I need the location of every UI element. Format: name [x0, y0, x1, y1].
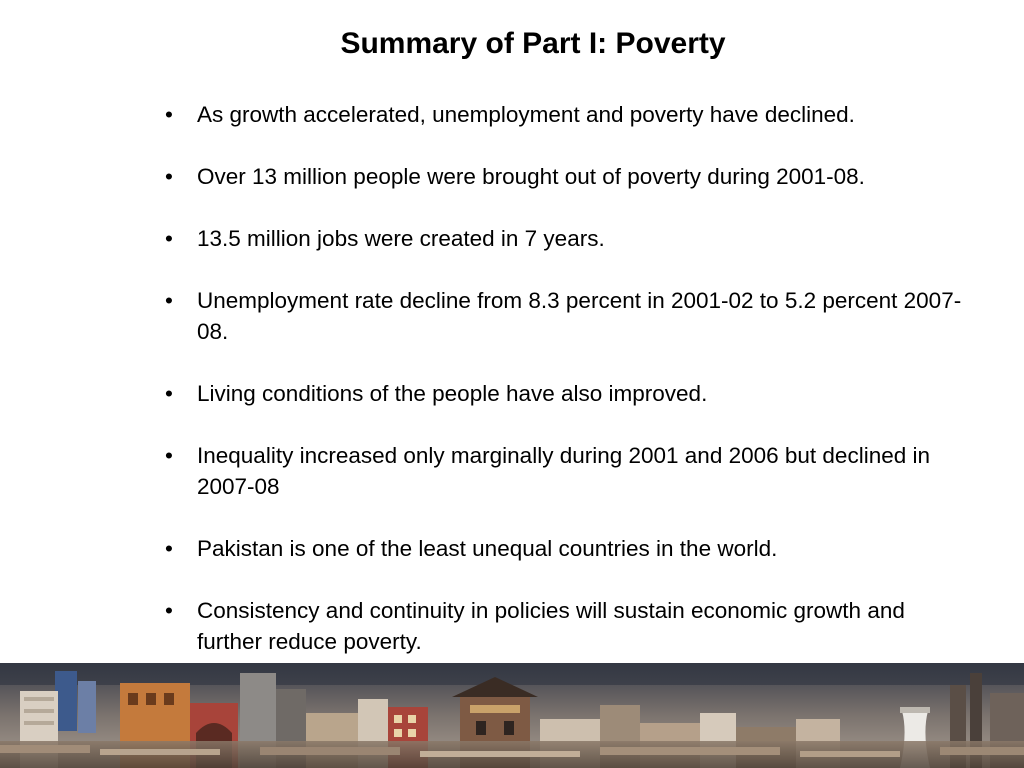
bullet-marker: • [165, 381, 173, 406]
bullet-list [163, 99, 963, 688]
bullet-marker: • [165, 536, 173, 561]
bullet-marker: • [165, 443, 173, 468]
bullet-item [163, 161, 963, 192]
bullet-marker: • [165, 164, 173, 189]
bullet-text: Living conditions of the people have also improved. [197, 381, 708, 406]
bullet-text: As growth accelerated, unemployment and poverty have declined. [197, 102, 855, 127]
bullet-item [163, 223, 963, 254]
bullet-item [163, 533, 963, 564]
tower-blue [55, 671, 77, 731]
slide-title: Summary of Part I: Poverty [340, 27, 726, 60]
bullet-text: Consistency and continuity in policies will sustain economic growth and further reduce poverty. [197, 598, 905, 654]
bullet-text: Unemployment rate decline from 8.3 percent in 2001-02 to 5.2 percent 2007-08. [197, 288, 962, 344]
bullet-marker: • [165, 288, 173, 313]
bullet-item [163, 99, 963, 130]
bullet-text: Pakistan is one of the least unequal countries in the world. [197, 536, 778, 561]
bullet-marker: • [165, 226, 173, 251]
bullet-marker: • [165, 598, 173, 623]
bullet-item [163, 440, 963, 502]
bullet-text: Over 13 million people were brought out of poverty during 2001-08. [197, 164, 865, 189]
bullet-text: 13.5 million jobs were created in 7 years. [197, 226, 605, 251]
bullet-text: Inequality increased only marginally during 2001 and 2006 but declined in 2007-08 [197, 443, 930, 499]
bullet-item [163, 595, 963, 657]
city-skyline-banner [0, 663, 1024, 768]
bullet-item [163, 285, 963, 347]
bullet-item [163, 378, 963, 409]
bullet-marker: • [165, 102, 173, 127]
city-skyline-icon [0, 663, 1024, 768]
